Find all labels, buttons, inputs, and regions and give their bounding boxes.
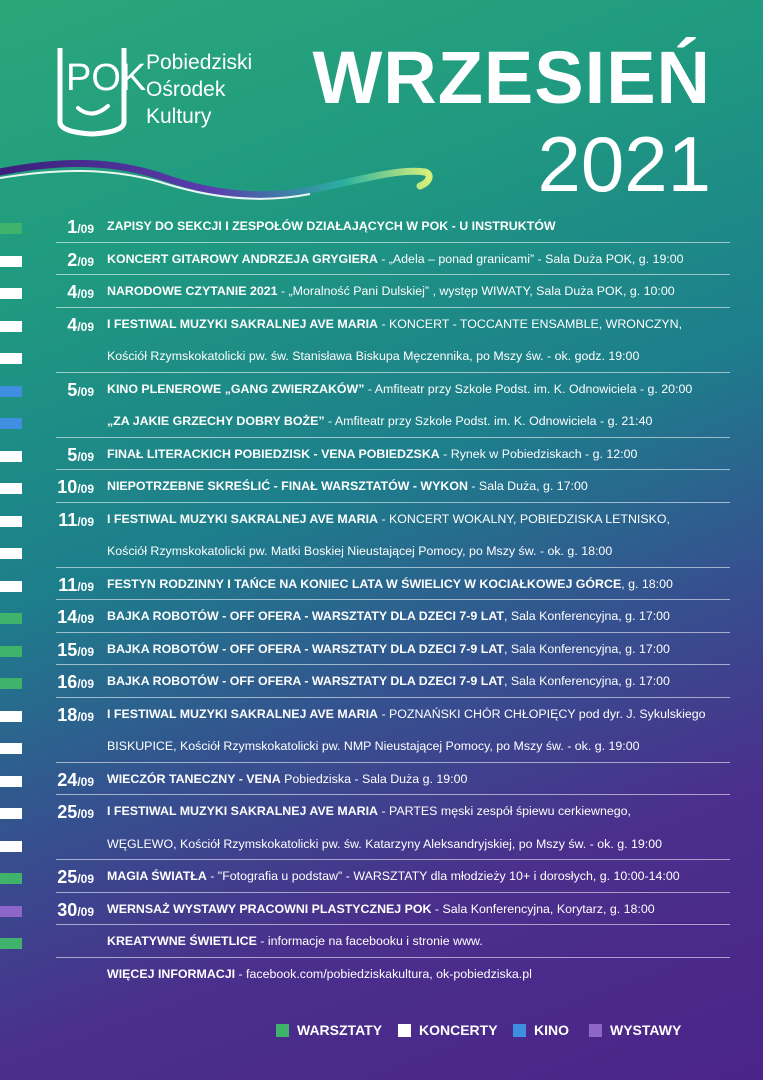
org-name-line: Ośrodek	[146, 78, 226, 101]
event-line	[107, 804, 631, 818]
legend-label: KONCERTY	[419, 1022, 498, 1038]
category-marker	[0, 776, 22, 787]
event-line	[107, 869, 680, 883]
category-marker	[0, 548, 22, 559]
category-marker	[0, 613, 22, 624]
category-marker	[0, 581, 22, 592]
event-row	[0, 275, 763, 308]
event-line	[107, 544, 612, 558]
event-date	[40, 282, 94, 303]
event-row	[0, 210, 763, 243]
event-day: 11	[58, 574, 78, 595]
event-title: FESTYN RODZINNY I TAŃCE NA KONIEC LATA W ŚWIELICY W KOCIAŁKOWEJ GÓRCE	[107, 576, 622, 591]
event-details: - „Adela – ponad granicami” - Sala Duża POK, g. 19:00	[377, 251, 684, 266]
event-row	[0, 373, 763, 438]
event-line	[107, 414, 652, 428]
event-row	[0, 893, 763, 926]
event-month: /09	[77, 904, 94, 919]
event-month: /09	[77, 872, 94, 886]
event-details: Kościół Rzymskokatolicki pw. Matki Boskiej Nieustającej Pomocy, po Mszy św. - ok. g. 18:00	[107, 544, 613, 558]
event-date	[40, 510, 94, 531]
event-line	[107, 317, 682, 331]
category-marker	[0, 938, 22, 949]
category-marker	[0, 288, 22, 299]
event-title: BAJKA ROBOTÓW - OFF OFERA - WARSZTATY DLA DZECI 7-9 LAT	[107, 674, 504, 688]
event-line	[107, 479, 588, 493]
event-date	[40, 867, 94, 888]
category-marker	[0, 711, 22, 722]
category-marker	[0, 841, 22, 852]
category-marker	[0, 906, 22, 917]
event-title: I FESTIWAL MUZYKI SAKRALNEJ AVE MARIA	[107, 804, 378, 818]
decorative-wave	[0, 150, 440, 210]
event-month: /09	[77, 449, 94, 464]
event-details: - PARTES męski zespół śpiewu cerkiewnego,	[378, 804, 631, 818]
event-details: Kościół Rzymskokatolicki pw. św. Stanisława Biskupa Męczennika, po Mszy św. - ok. godz. 19:00	[107, 349, 640, 363]
event-date	[40, 380, 94, 401]
event-month: /09	[77, 774, 94, 789]
event-month: /09	[77, 482, 94, 496]
event-title: I FESTIWAL MUZYKI SAKRALNEJ AVE MARIA	[107, 706, 378, 721]
event-date	[40, 445, 94, 466]
event-month: /09	[77, 514, 94, 529]
event-row	[0, 438, 763, 471]
event-row	[0, 470, 763, 503]
event-month: /09	[77, 709, 94, 724]
event-day: 5	[67, 444, 78, 465]
event-day: 4	[67, 314, 78, 335]
event-row	[0, 633, 763, 666]
event-details: - KONCERT WOKALNY, POBIEDZISKA LETNISKO,	[378, 511, 670, 526]
event-day: 25	[57, 867, 78, 887]
event-title: I FESTIWAL MUZYKI SAKRALNEJ AVE MARIA	[107, 316, 378, 331]
event-row	[0, 763, 763, 796]
event-details: - Amfiteatr przy Szkole Podst. im. K. Odnowiciela - g. 21:40	[324, 414, 653, 428]
event-title: WIECZÓR TANECZNY - VENA	[107, 771, 281, 786]
event-details: - Rynek w Pobiedziskach - g. 12:00	[439, 446, 638, 461]
event-details: , Sala Konferencyjna, g. 17:00	[503, 609, 670, 623]
event-row	[0, 243, 763, 276]
event-line	[107, 577, 673, 591]
org-name-line: Kultury	[146, 105, 212, 128]
event-line	[107, 284, 675, 298]
event-day: 2	[67, 249, 78, 270]
event-title: I FESTIWAL MUZYKI SAKRALNEJ AVE MARIA	[107, 511, 378, 526]
event-month: /09	[77, 384, 94, 399]
event-title: KONCERT GITAROWY ANDRZEJA GRYGIERA	[107, 251, 378, 266]
category-marker	[0, 873, 22, 884]
event-date	[40, 705, 94, 726]
event-line	[107, 772, 467, 786]
event-date	[40, 217, 94, 238]
legend-item	[513, 1022, 569, 1038]
category-marker	[0, 418, 22, 429]
event-row	[0, 503, 763, 568]
event-details: - facebook.com/pobiedziskakultura, ok-pobiedziska.pl	[235, 966, 532, 981]
event-row	[0, 600, 763, 633]
event-line	[107, 447, 637, 461]
category-marker	[0, 321, 22, 332]
event-line	[107, 512, 670, 526]
event-day: 4	[67, 282, 78, 302]
category-marker	[0, 256, 22, 267]
year-title: 2021	[537, 120, 711, 208]
event-details: - POZNAŃSKI CHÓR CHŁOPIĘCY pod dyr. J. Sykulskiego	[378, 706, 706, 721]
event-month: /09	[77, 677, 94, 691]
event-title: NIEPOTRZEBNE SKREŚLIĆ - FINAŁ WARSZTATÓW - WYKON	[107, 479, 468, 493]
category-marker	[0, 483, 22, 494]
event-title: BAJKA ROBOTÓW - OFF OFERA - WARSZTATY DLA DZECI 7-9 LAT	[107, 641, 504, 656]
event-month: /09	[77, 579, 94, 594]
event-title: MAGIA ŚWIATŁA	[107, 869, 207, 883]
event-details: , Sala Konferencyjna, g. 17:00	[503, 641, 670, 656]
event-day: 24	[57, 769, 78, 790]
event-month: /09	[77, 319, 94, 334]
event-title: KINO PLENEROWE „GANG ZWIERZAKÓW”	[107, 381, 365, 396]
event-date	[40, 315, 94, 336]
category-marker	[0, 451, 22, 462]
legend-swatch	[589, 1024, 602, 1037]
event-details: - „Moralność Pani Dulskiej” , występ WIWATY, Sala Duża POK, g. 10:00	[277, 284, 675, 298]
legend-label: WYSTAWY	[610, 1022, 682, 1038]
event-day: 30	[57, 899, 78, 920]
legend-label: KINO	[534, 1022, 569, 1038]
event-day: 25	[57, 802, 78, 822]
event-date	[40, 802, 94, 823]
event-details: - Amfiteatr przy Szkole Podst. im. K. Odnowiciela - g. 20:00	[364, 381, 693, 396]
event-details: , Sala Konferencyjna, g. 17:00	[503, 674, 670, 688]
legend-item	[398, 1022, 498, 1038]
event-line	[107, 674, 670, 688]
event-line	[107, 934, 483, 948]
event-line	[107, 349, 639, 363]
event-date	[40, 770, 94, 791]
event-title: FINAŁ LITERACKICH POBIEDZISK - VENA POBIEDZSKA	[107, 446, 440, 461]
event-title: BAJKA ROBOTÓW - OFF OFERA - WARSZTATY DLA DZECI 7-9 LAT	[107, 609, 504, 623]
event-date	[40, 672, 94, 693]
organization-name	[146, 49, 252, 130]
event-row	[0, 860, 763, 893]
logo-text: POK	[66, 57, 147, 99]
category-marker	[0, 743, 22, 754]
month-title: WRZESIEŃ	[312, 36, 711, 119]
event-date	[40, 640, 94, 661]
event-line	[107, 642, 670, 656]
event-details: BISKUPICE, Kościół Rzymskokatolicki pw. NMP Nieustającej Pomocy, po Mszy św. - ok. g. 19:00	[107, 739, 640, 753]
event-line	[107, 219, 556, 233]
event-row	[0, 568, 763, 601]
pok-logo	[52, 44, 147, 136]
legend-label: WARSZTATY	[297, 1022, 383, 1038]
event-line	[107, 902, 655, 916]
event-line	[107, 382, 692, 396]
event-row	[0, 698, 763, 763]
event-details: - KONCERT - TOCCANTE ENSAMBLE, WRONCZYN,	[378, 316, 683, 331]
category-marker	[0, 386, 22, 397]
event-line	[107, 609, 670, 623]
category-marker	[0, 223, 22, 234]
event-date	[40, 900, 94, 921]
event-line	[107, 252, 684, 266]
event-details: - "Fotografia u podstaw" - WARSZTATY dla młodzieży 10+ i dorosłych, g. 10:00-14:00	[206, 869, 680, 883]
event-day: 14	[57, 607, 78, 627]
event-day: 16	[57, 672, 78, 692]
event-month: /09	[77, 287, 94, 301]
event-title: WERNSAŻ WYSTAWY PRACOWNI PLASTYCZNEJ POK	[107, 901, 432, 916]
event-title: ZAPISY DO SEKCJI I ZESPOŁÓW DZIAŁAJĄCYCH W POK - U INSTRUKTÓW	[107, 219, 556, 233]
event-line	[107, 739, 640, 753]
legend-swatch	[513, 1024, 526, 1037]
category-marker	[0, 353, 22, 364]
event-details: - Sala Konferencyjna, Korytarz, g. 18:00	[431, 901, 655, 916]
event-date	[40, 607, 94, 628]
event-row	[0, 308, 763, 373]
event-title: KREATYWNE ŚWIETLICE	[107, 934, 257, 948]
event-month: /09	[77, 807, 94, 821]
event-month: /09	[77, 644, 94, 659]
category-marker	[0, 678, 22, 689]
event-row	[0, 665, 763, 698]
legend-item	[589, 1022, 681, 1038]
event-day: 1	[67, 217, 78, 237]
event-day: 10	[57, 477, 78, 497]
event-line	[107, 707, 706, 721]
event-row	[0, 925, 763, 958]
legend-swatch	[276, 1024, 289, 1037]
category-marker	[0, 646, 22, 657]
org-name-line: Pobiedziski	[146, 51, 253, 74]
event-details: Pobiedziska - Sala Duża g. 19:00	[280, 771, 468, 786]
event-title: WIĘCEJ INFORMACJI	[107, 966, 236, 981]
event-date	[40, 575, 94, 596]
event-row	[0, 958, 763, 991]
event-details: , g. 18:00	[621, 576, 673, 591]
event-day: 11	[58, 509, 78, 530]
event-details: - informacje na facebooku i stronie www.	[256, 934, 483, 948]
event-date	[40, 250, 94, 271]
event-row	[0, 795, 763, 860]
category-marker	[0, 516, 22, 527]
event-line	[107, 967, 532, 981]
event-month: /09	[77, 222, 94, 236]
event-day: 5	[67, 379, 78, 400]
legend-swatch	[398, 1024, 411, 1037]
event-month: /09	[77, 254, 94, 269]
category-marker	[0, 808, 22, 819]
event-title: „ZA JAKIE GRZECHY DOBRY BOŻE”	[107, 414, 325, 428]
legend-item	[276, 1022, 382, 1038]
event-line	[107, 837, 662, 851]
event-month: /09	[77, 612, 94, 626]
event-details: - Sala Duża, g. 17:00	[467, 479, 588, 493]
event-day: 15	[57, 639, 78, 660]
event-details: WĘGLEWO, Kościół Rzymskokatolicki pw. św. Katarzyny Aleksandryjskiej, po Mszy św. - ok. g. 19:00	[107, 836, 663, 851]
event-day: 18	[57, 704, 78, 725]
event-date	[40, 477, 94, 498]
event-title: NARODOWE CZYTANIE 2021	[107, 284, 278, 298]
